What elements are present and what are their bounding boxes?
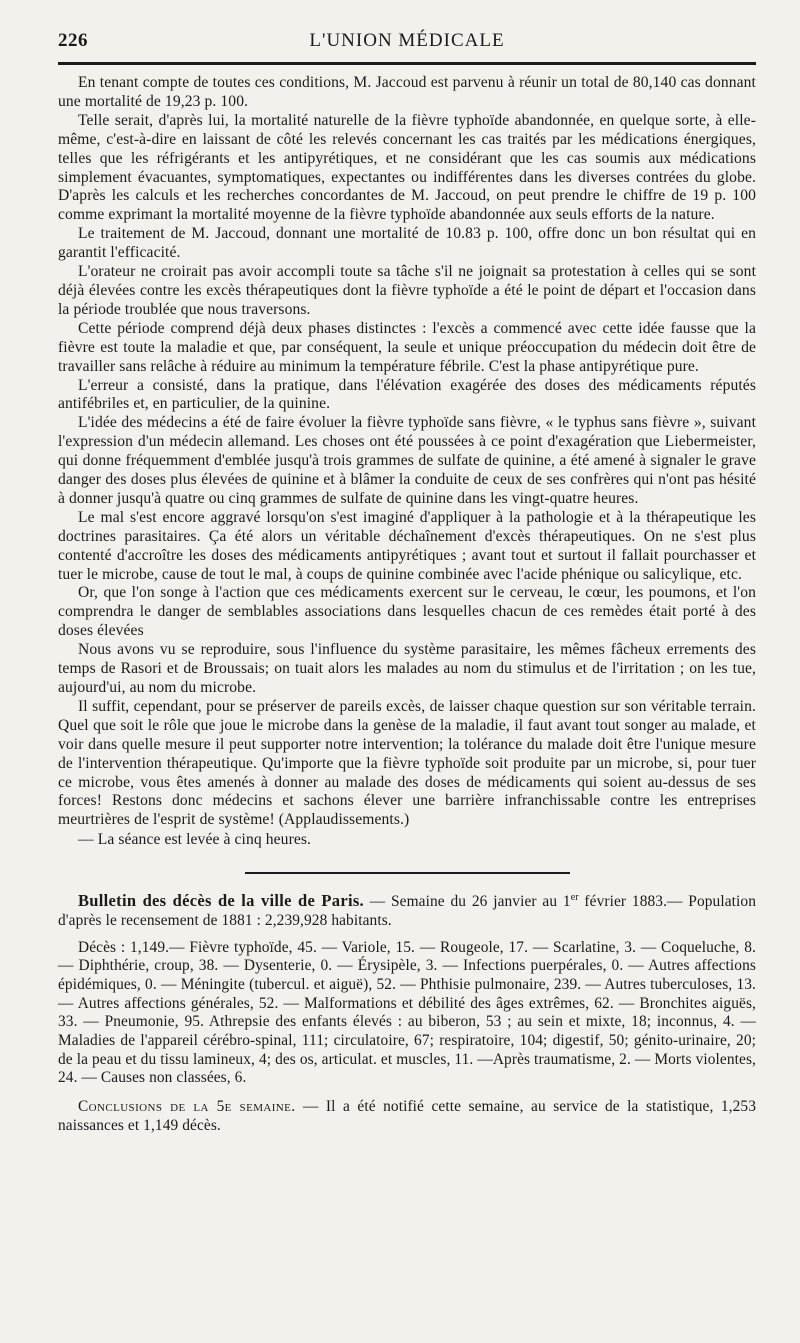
paragraph: En tenant compte de toutes ces conditions, M. Jaccoud est parvenu à réunir un total de 80,140 cas donnant une mortalité de 19,23 p. 100. [58,74,756,110]
header-rule [58,62,756,65]
article-body [58,74,756,850]
paragraph: Telle serait, d'après lui, la mortalité naturelle de la fièvre typhoïde abandonnée, en quelque sorte, à elle-même, c'est-à-dire en laissant de côté les relevés concernant les cas traités par les médications énergiques, telles que les réfrigérants et les antipyrétiques, et ne considérant que les cas soumis aux médications simplement évacuantes, symptomatiques, expectantes ou indifférentes dans les diverses contrées du globe. D'après les calculs et les recherches concordantes de M. Jaccoud, on peut prendre le chiffre de 19 p. 100 comme exprimant la mortalité moyenne de la fièvre typhoïde abandonnée aux seuls efforts de la nature. [58,111,756,224]
paragraph: Nous avons vu se reproduire, sous l'influence du système parasitaire, les mêmes fâcheux errements des temps de Rasori et de Broussais; on tuait alors les malades au nom du stimulus et de l'irritation ; on les tue, aujourd'ui, au nom du microbe. [58,641,756,696]
death-bulletin [58,892,756,1135]
paragraph: L'erreur a consisté, dans la pratique, dans l'élévation exagérée des doses des médicaments réputés antifébriles et, en particulier, de la quinine. [58,376,756,413]
page-number: 226 [58,30,88,51]
running-title: L'UNION MÉDICALE [309,30,505,51]
bulletin-intro [58,892,756,930]
ordinal-suffix: er [570,892,579,904]
page-header [58,0,756,62]
paragraph: Le traitement de M. Jaccoud, donnant une mortalité de 10.83 p. 100, offre donc un bon résultat qui en garantit l'efficacité. [58,225,756,262]
bulletin-deaths: Décès : 1,149.— Fièvre typhoïde, 45. — Variole, 15. — Rougeole, 17. — Scarlatine, 3. — Coqueluche, 8. — Diphthérie, croup, 38. — Dysenterie, 0. — Érysipèle, 3. — Infections puerpérales, 0. — Autres affections épidémiques, 0. — Méningite (tubercul. et aiguë), 52. — Phthisie pulmonaire, 239. — Autres tuberculoses, 13. — Autres affections générales, 52. — Malformations et débilité des âges extrêmes, 62. — Bronchites aiguës, 33. — Pneumonie, 95. Athrepsie des enfants élevés : au biberon, 53 ; au sein et mixte, 18; inconnus, 4. — Maladies de l'appareil cérébro-spinal, 111; circulatoire, 67; respiratoire, 104; digestif, 50; génito-urinaire, 20; de la peau et du tissu lamineux, 4; des os, articulat. et muscles, 11. —Après traumatisme, 2. — Morts violentes, 24. — Causes non classées, 6. [58,938,756,1087]
paragraph: Il suffit, cependant, pour se préserver de pareils excès, de laisser chaque question sur son véritable terrain. Quel que soit le rôle que joue le microbe dans la genèse de la maladie, il faut avant tout songer au malade, et voir dans quelle mesure il peut supporter notre intervention; la tolérance du malade doit être l'unique mesure de l'intervention thérapeutique. Qu'importe que la fièvre typhoïde soit produite par un microbe, si, pour tuer ce microbe, vous êtes amenés à donner au malade des doses de médicaments qui soient au-dessus de ses forces! Restons donc médecins et sachons élever une barrière infranchissable contre les entreprises meurtrières de l'esprit de système! (Applaudissements.) [58,697,756,829]
bulletin-week: — Semaine du 26 janvier au 1 [363,893,571,911]
bulletin-title: Bulletin des décès de la ville de Paris. [78,891,364,911]
paragraph: L'idée des médecins a été de faire évoluer la fièvre typhoïde sans fièvre, « le typhus sans fièvre », suivant l'expression d'un médecin allemand. Les choses ont été poussées à ce point d'exagération que Liebermeister, qui donne fréquemment d'emblée jusqu'à trois grammes de sulfate de quinine, a été amené à signaler le grave danger des doses plus élevées de quinine et à blâmer la conduite de ceux de ses confrères qui n'ont pas hésité à donner jusqu'à quatre ou cinq grammes de sulfate de quinine dans les vingt-quatre heures. [58,414,756,507]
conclusions-text: — Il a été notifié cette semaine, au service de la statistique, 1,253 naissances et 1,149 décès. [58,1098,756,1134]
paragraph: L'orateur ne croirait pas avoir accompli toute sa tâche s'il ne joignait sa protestation à celles qui se sont déjà élevées contre les excès thérapeutiques dont la fièvre typhoïde a été le point de départ et l'occasion dans la période troublée que nous traversons. [58,263,756,318]
bulletin-conclusions [58,1098,756,1135]
section-separator [245,872,570,874]
bulletin-population: février 1883.— Population d'après le recensement de 1881 : 2,239,928 habitants. [58,893,756,929]
conclusions-label: Conclusions de la 5e semaine. [78,1098,296,1116]
paragraph: Or, que l'on songe à l'action que ces médicaments exercent sur le cerveau, le cœur, les poumons, et l'on comprendra le danger de semblables associations dans lesquelles chacun de ces remèdes était porté à des doses élevées [58,584,756,640]
paragraph: Cette période comprend déjà deux phases distinctes : l'excès a commencé avec cette idée fausse que la fièvre est toute la maladie et que, par conséquent, la seule et unique préoccupation du médecin doit être de travailler sans relâche à réduire au minimum la température fébrile. C'est la phase antipyrétique pure. [58,319,756,375]
paragraph: Le mal s'est encore aggravé lorsqu'on s'est imaginé d'appliquer à la pathologie et à la thérapeutique les doctrines parasitaires. Ça été alors un véritable déchaînement d'excès thérapeutiques. On ne s'est plus contenté d'accroître les doses des médicaments antipyrétiques ; avant tout et surtout il fallait pourchasser et tuer le microbe, cause de tout le mal, à coups de quinine combinée avec l'acide phénique ou salicylique, etc. [58,508,756,583]
closing-line: — La séance est levée à cinq heures. [78,831,312,849]
